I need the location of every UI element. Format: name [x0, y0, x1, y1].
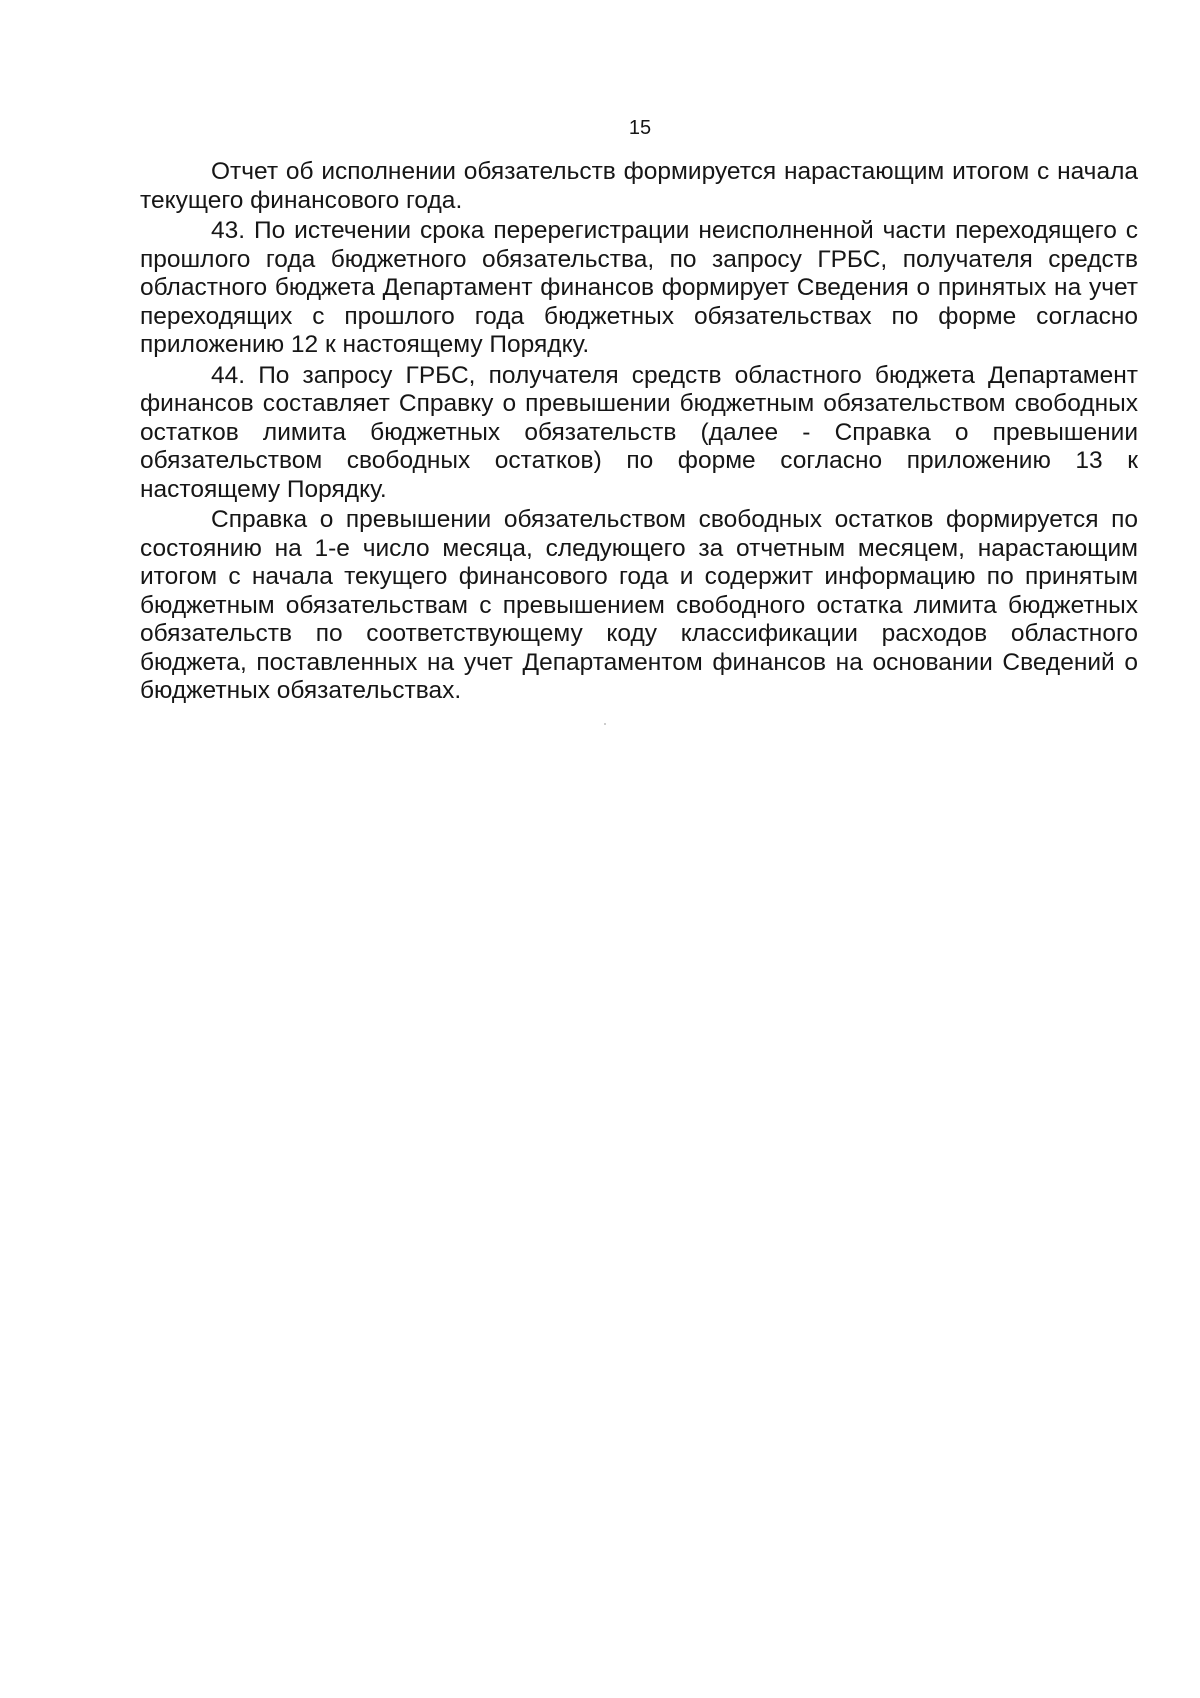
document-body [140, 158, 1138, 708]
scan-speck [604, 723, 606, 725]
paragraph-item-43: 43. По истечении срока перерегистрации неисполненной части переходящего с прошлого года бюджетного обязательства, по запросу ГРБС, получателя средств областного бюджета Департамент финансов формирует Сведения о принятых на учет переходящих с прошлого года бюджетных обязательствах по форме согласно приложению 12 к настоящему Порядку. [140, 217, 1138, 358]
page-number: 15 [628, 117, 652, 139]
paragraph-excess-certificate: Справка о превышении обязательством свободных остатков формируется по состоянию на 1-е число месяца, следующего за отчетным месяцем, нарастающим итогом с начала текущего финансового года и содержит информацию по принятым бюджетным обязательствам с превышением свободного остатка лимита бюджетных обязательств по соответствующему коду классификации расходов областного бюджета, поставленных на учет Департаментом финансов на основании Сведений о бюджетных обязательствах. [140, 506, 1138, 704]
paragraph-report-accumulation: Отчет об исполнении обязательств формируется нарастающим итогом с начала текущего финансового года. [140, 158, 1138, 214]
paragraph-item-44: 44. По запросу ГРБС, получателя средств областного бюджета Департамент финансов составляет Справку о превышении бюджетным обязательством свободных остатков лимита бюджетных обязательств (далее - Справка о превышении обязательством свободных остатков) по форме согласно приложению 13 к настоящему Порядку. [140, 361, 1138, 503]
